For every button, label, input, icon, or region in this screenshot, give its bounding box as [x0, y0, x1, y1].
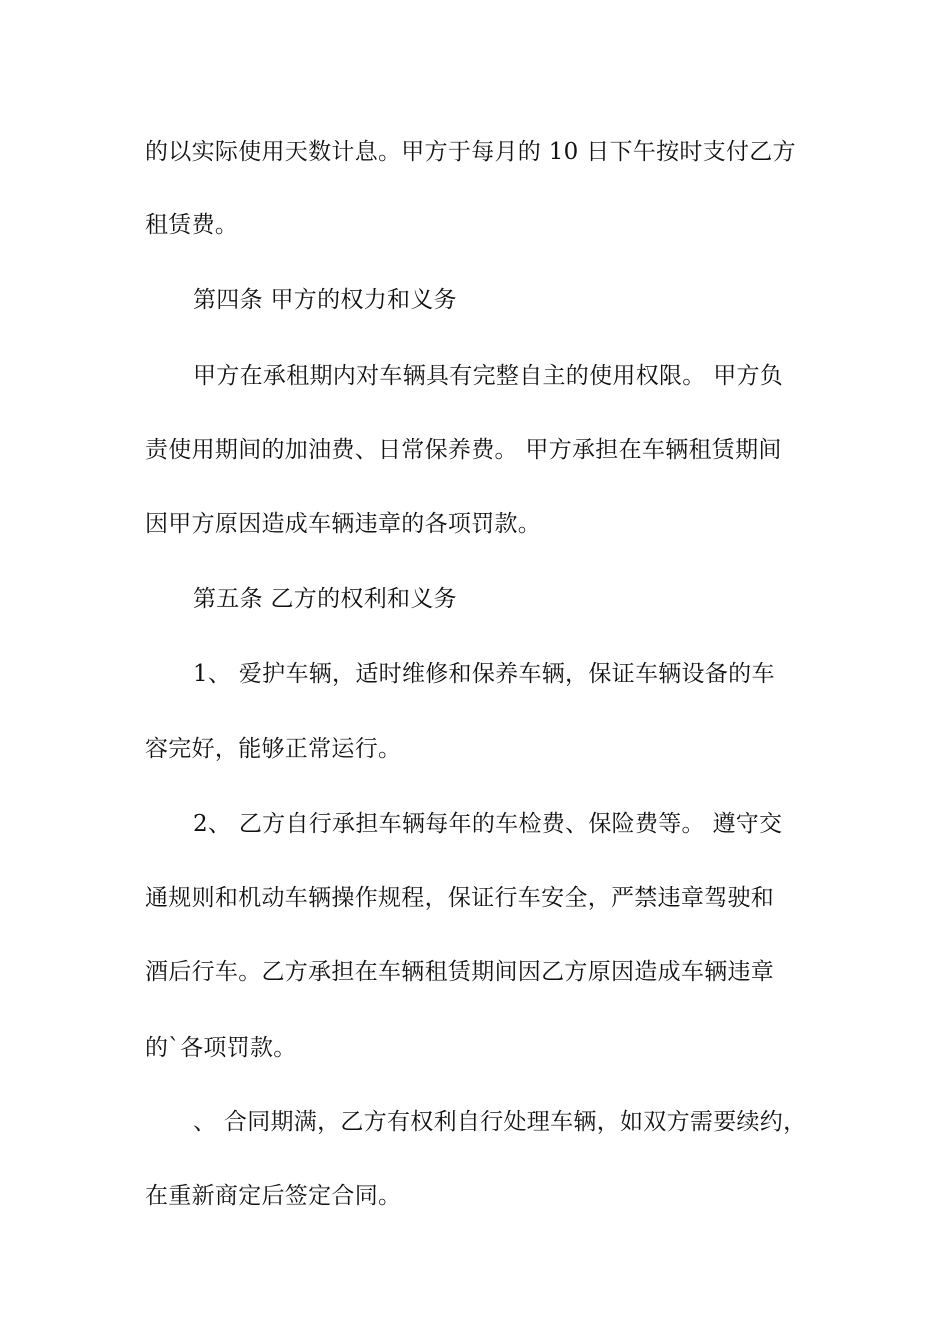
text-line: 因甲方原因造成车辆违章的各项罚款。 — [145, 511, 542, 537]
list-item-text: 1、 爱护车辆，适时维修和保养车辆，保证车辆设备的车 — [193, 661, 775, 687]
list-item-text: 2、 乙方自行承担车辆每年的车检费、保险费等。 遵守交 — [193, 811, 783, 837]
text-line: 通规则和机动车辆操作规程，保证行车安全，严禁违章驾驶和 — [145, 885, 775, 911]
section-heading: 第四条 甲方的权力和义务 — [193, 287, 457, 313]
text-line: 责使用期间的加油费、日常保养费。 甲方承担在车辆租赁期间 — [145, 437, 782, 463]
text-line: 在重新商定后签定合同。 — [145, 1183, 402, 1209]
section-heading: 第五条 乙方的权利和义务 — [193, 586, 457, 612]
text-line: 酒后行车。乙方承担在车辆租赁期间因乙方原因造成车辆违章 — [145, 959, 775, 985]
text-line: 租赁费。 — [145, 212, 239, 238]
text-line: 容完好，能够正常运行。 — [145, 736, 402, 762]
text-line: 的以实际使用天数计息。甲方于每月的 10 日下午按时支付乙方 — [145, 139, 796, 165]
text-line: 的`各项罚款。 — [145, 1035, 297, 1061]
text-line: 甲方在承租期内对车辆具有完整自主的使用权限。 甲方负 — [193, 363, 784, 389]
list-item-text: 、 合同期满，乙方有权利自行处理车辆，如双方需要续约， — [193, 1109, 807, 1135]
